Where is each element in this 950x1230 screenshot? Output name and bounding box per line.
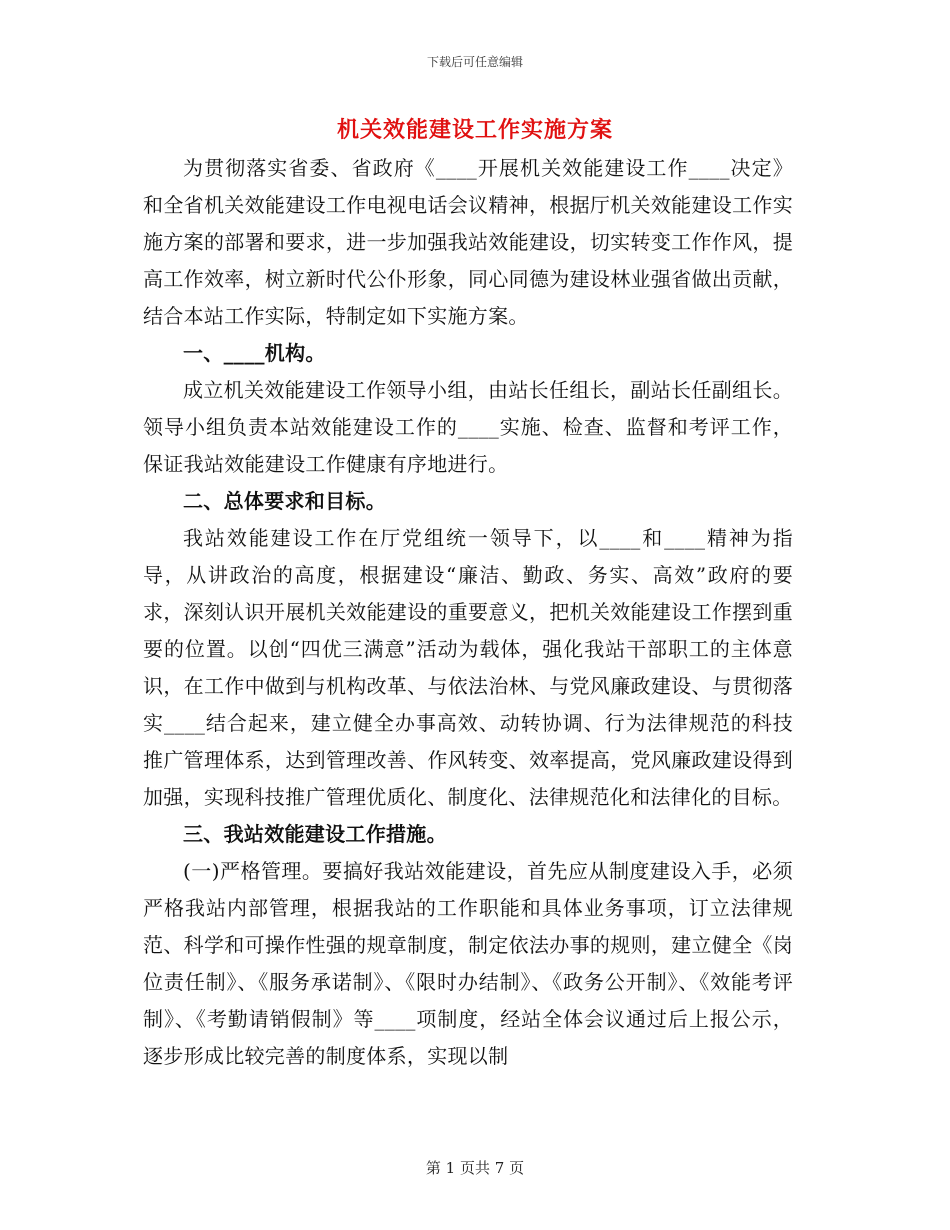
section-heading-1: 一、____机构。 (183, 341, 326, 365)
document-title: 机关效能建设工作实施方案 (336, 117, 613, 143)
document-body (143, 150, 793, 1075)
page-number: 第 1 页共 7 页 (425, 1159, 525, 1177)
section-paragraph-2: 我站效能建设工作在厅党组统一领导下，以____和____精神为指导，从讲政治的高度，根据建设“廉洁、勤政、务实、高效”政府的要求，深刻认识开展机关效能建设的重要意义，把机关效能建设工作摆到重要的位置。以创“四优三满意”活动为载体，强化我站干部职工的主体意识，在工作中做到与机构改革、与依法治林、与党风廉政建设、与贯彻落实____结合起来，建立健全办事高效、动转协调、行为法律规范的科技推广管理体系，达到管理改善、作风转变、效率提高，党风廉政建设得到加强，实现科技推广管理优质化、制度化、法律规范化和法律化的目标。 (143, 526, 793, 809)
intro-paragraph: 为贯彻落实省委、省政府《____开展机关效能建设工作____决定》和全省机关效能建设工作电视电话会议精神，根据厅机关效能建设工作实施方案的部署和要求，进一步加强我站效能建设，切实转变工作作风，提高工作效率，树立新时代公仆形象，同心同德为建设林业强省做出贡献，结合本站工作实际，特制定如下实施方案。 (143, 156, 793, 328)
section-heading-3: 三、我站效能建设工作措施。 (183, 822, 447, 846)
section-paragraph-3: (一)严格管理。要搞好我站效能建设，首先应从制度建设入手，必须严格我站内部管理，根据我站的工作职能和具体业务事项，订立法律规范、科学和可操作性强的规章制度，制定依法办事的规则，建立健全《岗位责任制》、《服务承诺制》、《限时办结制》、《政务公开制》、《效能考评制》、《考勤请销假制》等____项制度，经站全体会议通过后上报公示，逐步形成比较完善的制度体系，实现以制 (143, 859, 793, 1068)
section-heading-2: 二、总体要求和目标。 (183, 489, 386, 513)
section-paragraph-1: 成立机关效能建设工作领导小组，由站长任组长，副站长任副组长。领导小组负责本站效能建设工作的____实施、检查、监督和考评工作，保证我站效能建设工作健康有序地进行。 (143, 378, 793, 476)
header-note: 下载后可任意编辑 (426, 55, 523, 69)
